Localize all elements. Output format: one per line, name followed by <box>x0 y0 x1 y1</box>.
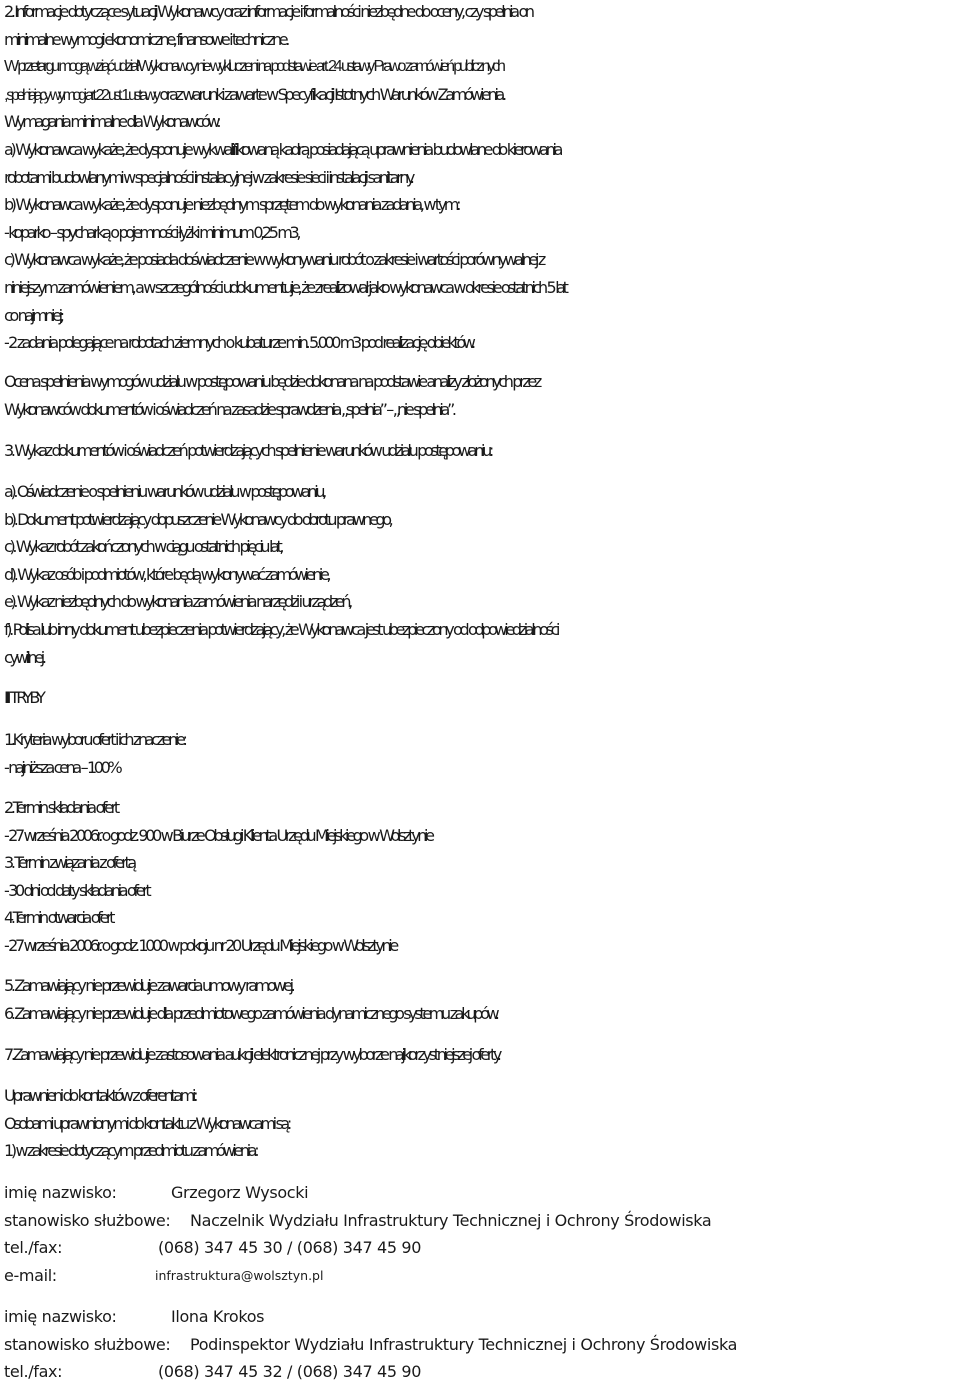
tryby-heading-block <box>4 684 956 712</box>
contact-name-row <box>4 1179 956 1207</box>
list-item: b). Dokument potwierdzający dopuszczenie Wykonawcy do obrotu prawnego, <box>4 509 391 529</box>
paragraph-line-part: , spełniający wymogi art. 22 ust. 1 ustawy <box>4 86 158 104</box>
criteria-item: - najniższa cena – 100% <box>4 757 120 777</box>
contact-email-label: e-mail: <box>4 1265 57 1285</box>
contact-name-label: imię nazwisko: <box>4 1307 117 1326</box>
list-item: d). Wykaz osób i podmiotów, które będą wykonywać zamówienie, <box>4 564 329 584</box>
paragraph-line: Ocena spełnienia wymogów udziału w postępowaniu będzie dokonana na podstawie analizy złożonych przez <box>4 372 539 391</box>
tryby-heading: III TRYBY <box>4 688 43 707</box>
point-5: 5. Zamawiający nie przewiduje zawarcia umowy ramowej. <box>4 976 293 995</box>
term-detail: - 27 września 2006r. o godz. 1000 w pokoju nr 20 Urzędu Miejskiego w Wolsztynie <box>4 935 396 955</box>
point-7: 7.Zamawiający nie przewiduje zastosowania aukcji elektronicznej przy wyborze najkorzystniejszej oferty. <box>4 1045 499 1064</box>
paragraph-line: 2. Informacje dotyczące sytuacji Wykonawcy oraz informacje i formalności niezbędne do oceny, czy spełnia on <box>4 2 532 21</box>
contact-name-label: imię nazwisko: <box>4 1183 117 1202</box>
criteria-block <box>4 726 956 781</box>
requirement-b: b) Wykonawca wykaże, że dysponuje niezbędnym sprzętem do wykonania zadania, w tym: <box>4 195 459 215</box>
points-5-6-block <box>4 972 956 1027</box>
section-3-document-list <box>4 478 956 671</box>
terms-block <box>4 794 956 960</box>
requirement-a: a) Wykonawca wykaże, że dysponuje wykwalifikowaną kadrą posiadającą uprawnienia budowlane do kierowania <box>4 139 561 159</box>
contact-position-label: stanowisko służbowe: <box>4 1210 171 1230</box>
term-heading: 2.Termin składania ofert <box>4 798 117 817</box>
paragraph-line: minimalne wymogi ekonomiczne, finansowe i techniczne. <box>4 29 287 49</box>
contact-phone-label: tel./fax: <box>4 1238 63 1258</box>
point-7-block <box>4 1041 956 1069</box>
contact-phone-row <box>4 1358 956 1386</box>
contacts-subheading: Osobami uprawnionymi do kontaktu z Wykonawcami są: <box>4 1113 289 1133</box>
paragraph-line-part: oraz warunki zawarte w Specyfikacji Istotnych Warunków Zamówienia. <box>157 84 504 104</box>
list-item: f). Polisa lub inny dokument ubezpieczenia potwierdzający, że Wykonawca jest ubezpieczony od odpowiedzialności <box>4 619 558 639</box>
contacts-heading: Uprawnieni do kontaktów z oferentami: <box>4 1086 196 1105</box>
contact-email-row <box>4 1262 956 1290</box>
contact-phone-row <box>4 1234 956 1262</box>
term-detail: - 30 dni od daty składania ofert <box>4 880 149 900</box>
requirement-c-cont: niniejszym zamówieniem, a w szczególności udokumentuje, że zrealizował jako wykonawca w okresie ostatnich 5 lat <box>4 277 566 297</box>
contact-position-label: stanowisko służbowe: <box>4 1334 171 1354</box>
section-3-heading: 3. Wykaz dokumentów i oświadczeń potwierdzających spełnienie warunków udziału postępowaniu: <box>4 441 491 460</box>
requirement-b-item: - koparko – spycharką o pojemności łyżki minimum 0,25 m3, <box>4 222 299 242</box>
paragraph-line <box>4 81 956 109</box>
point-6: 6. Zamawiający nie przewiduje dla przedmiotowego zamówienia dynamicznego systemu zakupów. <box>4 1003 497 1023</box>
contacts-intro <box>4 1082 956 1165</box>
contact-name-value: Ilona Krokos <box>171 1307 265 1326</box>
requirement-c-item: - 2 zadania polegające na robotach ziemnych o kubaturze min. 5.000 m3 pod realizację obiektów. <box>4 333 473 353</box>
contact-phone-label: tel./fax: <box>4 1362 63 1382</box>
list-item-cont: cywilnej. <box>4 647 44 667</box>
requirements-heading: Wymagania minimalne dla Wykonawców: <box>4 112 219 132</box>
contact-position-value: Podinspektor Wydziału Infrastruktury Technicznej i Ochrony Środowiska <box>190 1334 738 1354</box>
contact-person-2 <box>4 1303 956 1386</box>
contact-person-1 <box>4 1179 956 1289</box>
list-item: c). Wykaz robót zakończonych w ciągu ostatnich pięciu lat, <box>4 537 282 557</box>
criteria-heading: 1.Kryteria wyboru ofert i ich znaczenie: <box>4 730 185 749</box>
requirement-a-cont: robotami budowlanymi w specjalności instalacyjnej w zakresie sieci i instalacji sanitarny. <box>4 167 412 187</box>
term-detail: - 27 września 2006r. o godz. 900 w Biurze Obsługi Klienta Urzędu Miejskiego w Wolsztynie <box>4 825 432 845</box>
contact-phone-value: (068) 347 45 30 / (068) 347 45 90 <box>158 1238 422 1258</box>
contact-position-row <box>4 1207 956 1235</box>
paragraph-line: W przetargu mogą wziąć udział Wykonawcy nie wykluczeni na podstawie art. 24 ustawy Prawo zamówień publicznych <box>4 58 503 76</box>
contact-email-link[interactable]: infrastruktura@wolsztyn.pl <box>155 1267 324 1283</box>
requirement-c-cont: co najmniej; <box>4 305 62 325</box>
contact-name-value: Grzegorz Wysocki <box>171 1183 309 1202</box>
contacts-scope: 1) w zakresie dotyczącym przedmiotu zamówienia: <box>4 1141 257 1161</box>
section-2-requirements <box>4 0 956 357</box>
list-item: e). Wykaz niezbędnych do wykonania zamówienia narzędzi i urządzeń, <box>4 592 350 612</box>
list-item: a). Oświadczenie o spełnieniu warunków udziału w postępowaniu, <box>4 482 324 501</box>
term-heading: 3. Termin związania z ofertą <box>4 853 134 873</box>
assessment-paragraph <box>4 368 956 423</box>
requirement-c: c) Wykonawca wykaże, że posiada doświadczenie w wykonywaniu robót o zakresie i wartości porównywalnej z <box>4 250 543 270</box>
contact-phone-value: (068) 347 45 32 / (068) 347 45 90 <box>158 1362 422 1382</box>
term-heading: 4.Termin otwarcia ofert <box>4 908 113 928</box>
section-3-heading-block <box>4 437 956 465</box>
contact-name-row <box>4 1303 956 1331</box>
contact-position-value: Naczelnik Wydziału Infrastruktury Technicznej i Ochrony Środowiska <box>190 1210 712 1230</box>
paragraph-line: Wykonawców dokumentów i oświadczeń na zasadzie sprawdzenia „spełnia” – „nie spełnia”. <box>4 399 454 419</box>
contact-position-row <box>4 1331 956 1359</box>
